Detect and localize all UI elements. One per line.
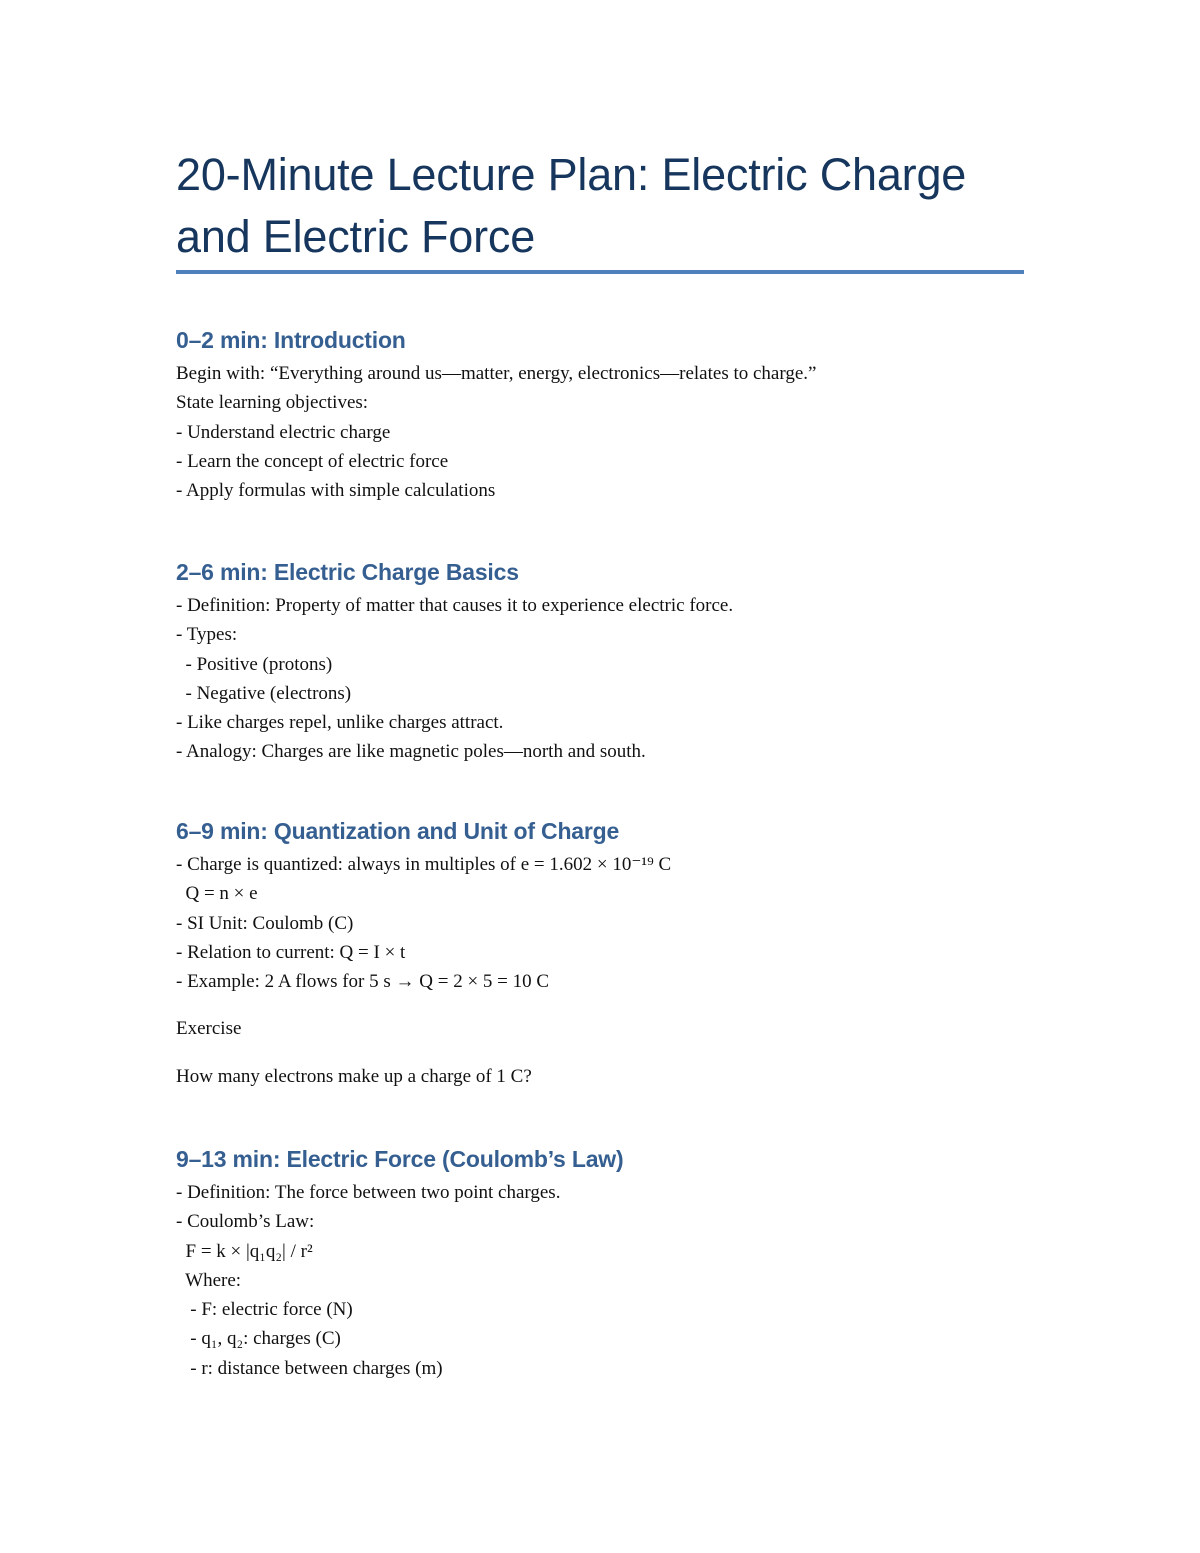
formula-line: Q = n × e bbox=[176, 883, 258, 905]
exercise-label: Exercise bbox=[176, 1018, 242, 1040]
page-title bbox=[176, 144, 1036, 268]
body-line: State learning objectives: bbox=[176, 392, 369, 414]
exercise-question: How many electrons make up a charge of 1 C? bbox=[176, 1065, 532, 1087]
body-line: Begin with: “Everything around us—matter, energy, electronics—relates to charge.” bbox=[176, 363, 817, 384]
list-item: - Learn the concept of electric force bbox=[176, 450, 449, 472]
list-item: - r: distance between charges (m) bbox=[176, 1357, 443, 1379]
section-heading: 0–2 min: Introduction bbox=[176, 327, 406, 353]
list-item: - Coulomb’s Law: bbox=[176, 1211, 315, 1233]
section-coulombs-law bbox=[176, 1144, 1076, 1383]
body-line: Where: bbox=[176, 1269, 242, 1291]
list-item: - Relation to current: Q = I × t bbox=[176, 941, 406, 963]
list-item: - Positive (protons) bbox=[176, 653, 333, 675]
list-item: - Example: 2 A flows for 5 s → Q = 2 × 5 = 10 C bbox=[176, 971, 550, 993]
section-introduction bbox=[176, 325, 1076, 505]
section-charge-basics bbox=[176, 557, 1076, 767]
list-item: - SI Unit: Coulomb (C) bbox=[176, 912, 354, 934]
list-item: - Charge is quantized: always in multiples of e = 1.602 × 10⁻¹⁹ C bbox=[176, 854, 672, 875]
section-heading: 2–6 min: Electric Charge Basics bbox=[176, 559, 519, 585]
list-item: - Types: bbox=[176, 624, 238, 646]
title-line-1: 20-Minute Lecture Plan: Electric Charge bbox=[176, 149, 967, 200]
list-item: - Definition: The force between two point charges. bbox=[176, 1182, 561, 1203]
section-heading: 6–9 min: Quantization and Unit of Charge bbox=[176, 818, 620, 844]
list-item: - Like charges repel, unlike charges attract. bbox=[176, 712, 504, 734]
list-item: - q₁, q₂: charges (C) bbox=[176, 1328, 341, 1350]
section-quantization bbox=[176, 816, 1076, 1091]
list-item: - Analogy: Charges are like magnetic poles—north and south. bbox=[176, 741, 646, 763]
section-heading: 9–13 min: Electric Force (Coulomb’s Law) bbox=[176, 1146, 624, 1172]
list-item: - Apply formulas with simple calculations bbox=[176, 480, 496, 502]
list-item: - F: electric force (N) bbox=[176, 1299, 353, 1321]
list-item: - Negative (electrons) bbox=[176, 682, 352, 704]
formula-line: F = k × |q₁q₂| / r² bbox=[176, 1240, 313, 1262]
title-underline bbox=[176, 270, 1024, 274]
list-item: - Definition: Property of matter that causes it to experience electric force. bbox=[176, 595, 734, 616]
list-item: - Understand electric charge bbox=[176, 421, 391, 443]
title-line-2: and Electric Force bbox=[176, 211, 536, 262]
